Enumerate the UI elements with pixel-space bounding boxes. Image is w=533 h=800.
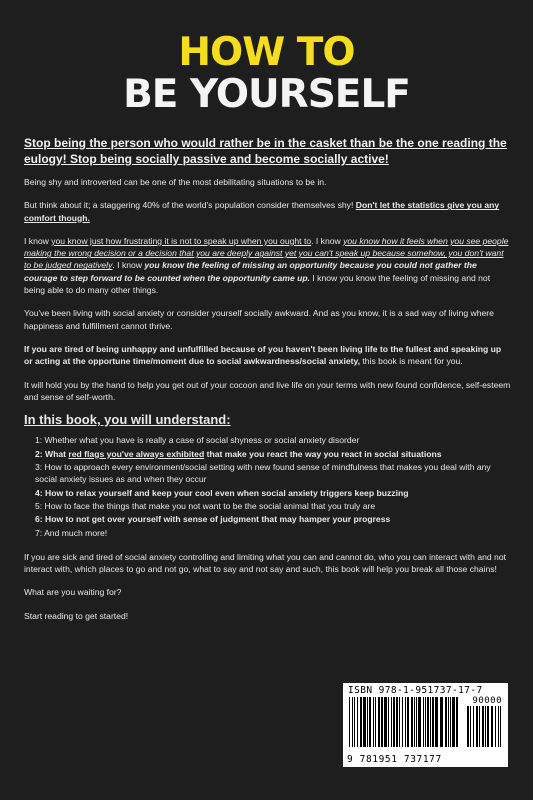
p3-a: I know [24, 235, 52, 246]
paragraph-2 [24, 199, 512, 224]
list-item-7: 7: And much more! [35, 527, 108, 538]
paragraph-3 [24, 235, 512, 296]
p5-normal: this book is meant for you. [360, 356, 463, 367]
barcode-bars [349, 697, 502, 749]
list-item-1: 1: Whether what you have is really a case of social shyness or social anxiety disorder [35, 435, 360, 446]
back-cover-text [24, 135, 512, 633]
p3-f: you know the feeling of missing an opportunity because you could not gather the courage to step forward to be counted when the opportunity came up. [24, 260, 477, 283]
title-line-1: HOW TO [178, 30, 355, 75]
paragraph-9: Start reading to get started! [24, 610, 129, 621]
paragraph-4: You've been living with social anxiety or consider yourself socially awkward. And as you know, it is a sad way of living where happiness and fulfillment cannot thrive. [24, 308, 494, 331]
price-addon: 90000 [472, 696, 502, 706]
p5-bold: If you are tired of being unhappy and unfulfilled because of you haven't been living life to the fullest and speaking up or acting at the opportune time/moment due to social awkwardness/social anxiety, [24, 343, 502, 367]
isbn-text: ISBN 978-1-951737-17-7 [348, 685, 483, 696]
list-item-2 [24, 448, 512, 460]
paragraph-7: If you are sick and tired of social anxiety controlling and limiting what you can and cannot do, who you can interact with and not interact with, which places to go and not go, what to say and not say and such, this book will help you break all those chains! [24, 551, 507, 575]
list-heading: In this book, you will understand: [24, 412, 231, 428]
list-item-3: 3: How to approach every environment/social setting with new found sense of mindfulness that makes you deal with any social anxiety issues as and when they occur [35, 462, 491, 485]
li2-a: 2: What [35, 448, 69, 459]
barcode-digits: 9 781951 737177 [347, 754, 442, 765]
li2-b: red flags you've always exhibited [68, 448, 205, 459]
lead-statement: Stop being the person who would rather be in the casket than be the one reading the eulogy! Stop being socially passive and become socially active! [24, 136, 507, 166]
isbn-barcode [343, 683, 508, 767]
p3-b: you know just how frustrating it is not to speak up when you ought to [51, 235, 312, 246]
list-item-4: 4: How to relax yourself and keep your cool even when social anxiety triggers keep buzzing [35, 487, 409, 498]
paragraph-1: Being shy and introverted can be one of the most debilitating situations to be in. [24, 177, 327, 187]
paragraph-2-text: But think about it; a staggering 40% of the world's population consider themselves shy! [24, 200, 356, 211]
list-item-5: 5: How to face the things that make you not want to be the social animal that you truly are [35, 500, 376, 511]
li2-c: that make you react the way you react in social situations [204, 448, 442, 459]
paragraph-6: It will hold you by the hand to help you get out of your cocoon and live life on your terms with new found confidence, self-esteem and sense of self-worth. [24, 379, 511, 402]
p3-c: . I know [311, 235, 344, 246]
p3-g: I know you know the feeling of missing and not being able to do many other things. [24, 272, 491, 296]
title-line-2: BE YOURSELF [123, 72, 410, 117]
paragraph-5 [24, 343, 512, 368]
benefit-list [24, 434, 512, 538]
paragraph-2-emphasis: Don't let the statistics give you any comfort though. [24, 200, 500, 223]
paragraph-8: What are you waiting for? [24, 587, 122, 598]
p3-e: . I know [112, 260, 145, 271]
list-item-6: 6: How to not get over yourself with sense of judgment that may hamper your progress [35, 514, 391, 525]
p3-d: you know how it feels when you see people making the wrong decision or a decision that you are deeply against yet you can't speak up because somehow, you don't want to be judged negatively [24, 235, 509, 271]
